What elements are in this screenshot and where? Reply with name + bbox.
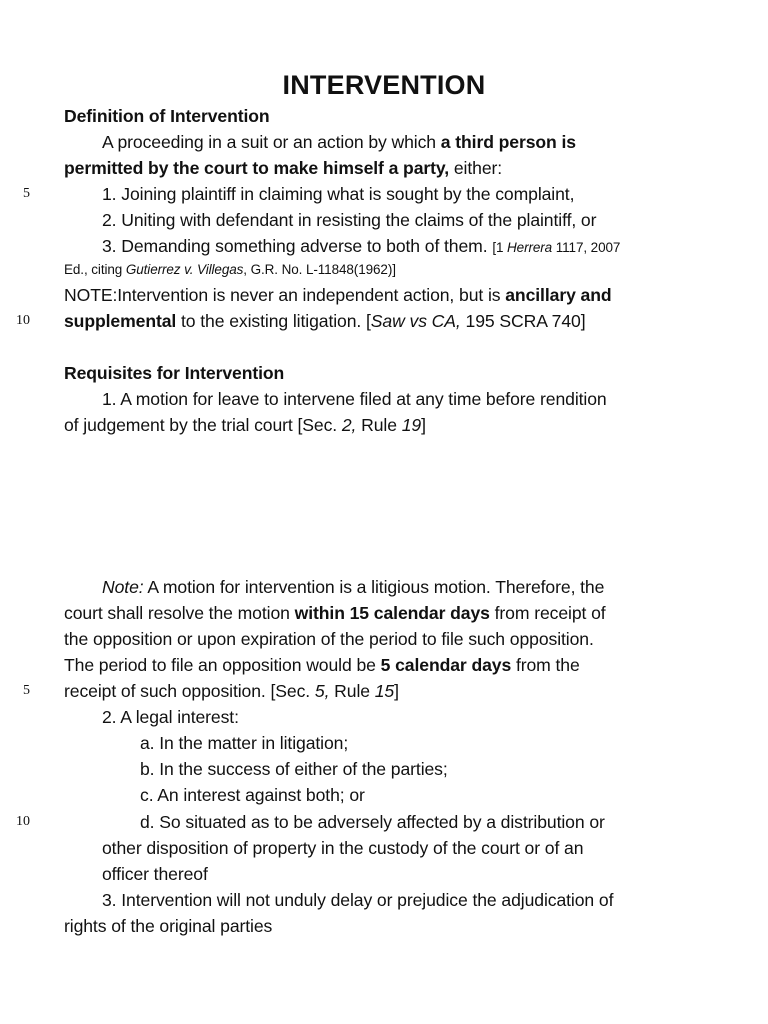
motion-note-line-1: Note: A motion for intervention is a litigious motion. Therefore, the: [102, 577, 605, 597]
line-number: 5: [23, 683, 30, 698]
citation-line: Ed., citing Gutierrez v. Villegas, G.R. No. L-11848(1962)]: [64, 262, 396, 277]
note-label: Note:: [102, 577, 144, 597]
requisite-1-line-2: of judgement by the trial court [Sec. 2, Rule 19]: [64, 415, 426, 435]
definition-item-3: [102, 234, 620, 260]
note-bold-text: supplemental: [64, 311, 177, 331]
requisite-2-item-c: c. An interest against both; or: [140, 785, 365, 805]
definition-line-2: [64, 156, 502, 180]
line-number: 10: [16, 313, 30, 328]
requisite-3-line-1: 3. Intervention will not unduly delay or prejudice the adjudication of: [102, 890, 614, 910]
definition-bold-text: a third person is: [440, 132, 576, 152]
definition-bold-text: permitted by the court to make himself a party,: [64, 158, 450, 178]
requisite-2-heading: 2. A legal interest:: [102, 707, 239, 727]
requisite-2-item-d-line-1: d. So situated as to be adversely affected by a distribution or: [140, 812, 605, 832]
requisite-2-item-d-line-3: officer thereof: [102, 864, 208, 884]
note-bold-text: ancillary and: [505, 285, 612, 305]
definition-text: A proceeding in a suit or an action by which: [102, 132, 441, 152]
requisite-3-line-2: rights of the original parties: [64, 916, 273, 936]
case-citation: Saw vs CA,: [370, 311, 461, 331]
requisite-2-item-a: a. In the matter in litigation;: [140, 733, 349, 753]
definition-item-text: 3. Demanding something adverse to both of them.: [102, 236, 493, 256]
deadline-bold-text: within 15 calendar days: [294, 603, 490, 623]
definition-text: either:: [449, 158, 503, 178]
deadline-bold-text: 5 calendar days: [380, 655, 512, 675]
line-number: 10: [16, 814, 30, 829]
motion-note-line-4: The period to file an opposition would be 5 calendar days from the: [64, 655, 580, 675]
definition-item-2: 2. Uniting with defendant in resisting the claims of the plaintiff, or: [102, 210, 597, 230]
note-line-2: supplemental to the existing litigation. [Saw vs CA, 195 SCRA 740]: [64, 311, 586, 331]
citation-text: [1 Herrera 1117, 2007: [492, 240, 621, 255]
note-text: NOTE:Intervention is never an independent action, but is: [64, 285, 506, 305]
requisite-1-line-1: 1. A motion for leave to intervene filed at any time before rendition: [102, 389, 607, 409]
section-heading-requisites: Requisites for Intervention: [64, 363, 285, 383]
motion-note-line-3: the opposition or upon expiration of the period to file such opposition.: [64, 629, 594, 649]
motion-note-line-2: court shall resolve the motion within 15 calendar days from receipt of: [64, 603, 606, 623]
note-line-1: [64, 283, 612, 307]
definition-item-1: 1. Joining plaintiff in claiming what is sought by the complaint,: [102, 184, 575, 204]
motion-note-line-5: receipt of such opposition. [Sec. 5, Rule 15]: [64, 681, 399, 701]
line-number: 5: [23, 186, 30, 201]
requisite-2-item-d-line-2: other disposition of property in the custody of the court or of an: [102, 838, 584, 858]
section-heading-definition: Definition of Intervention: [64, 106, 270, 126]
requisite-2-item-b: b. In the success of either of the parties;: [140, 759, 448, 779]
definition-line-1: [102, 130, 576, 154]
page-title: INTERVENTION: [282, 70, 486, 100]
